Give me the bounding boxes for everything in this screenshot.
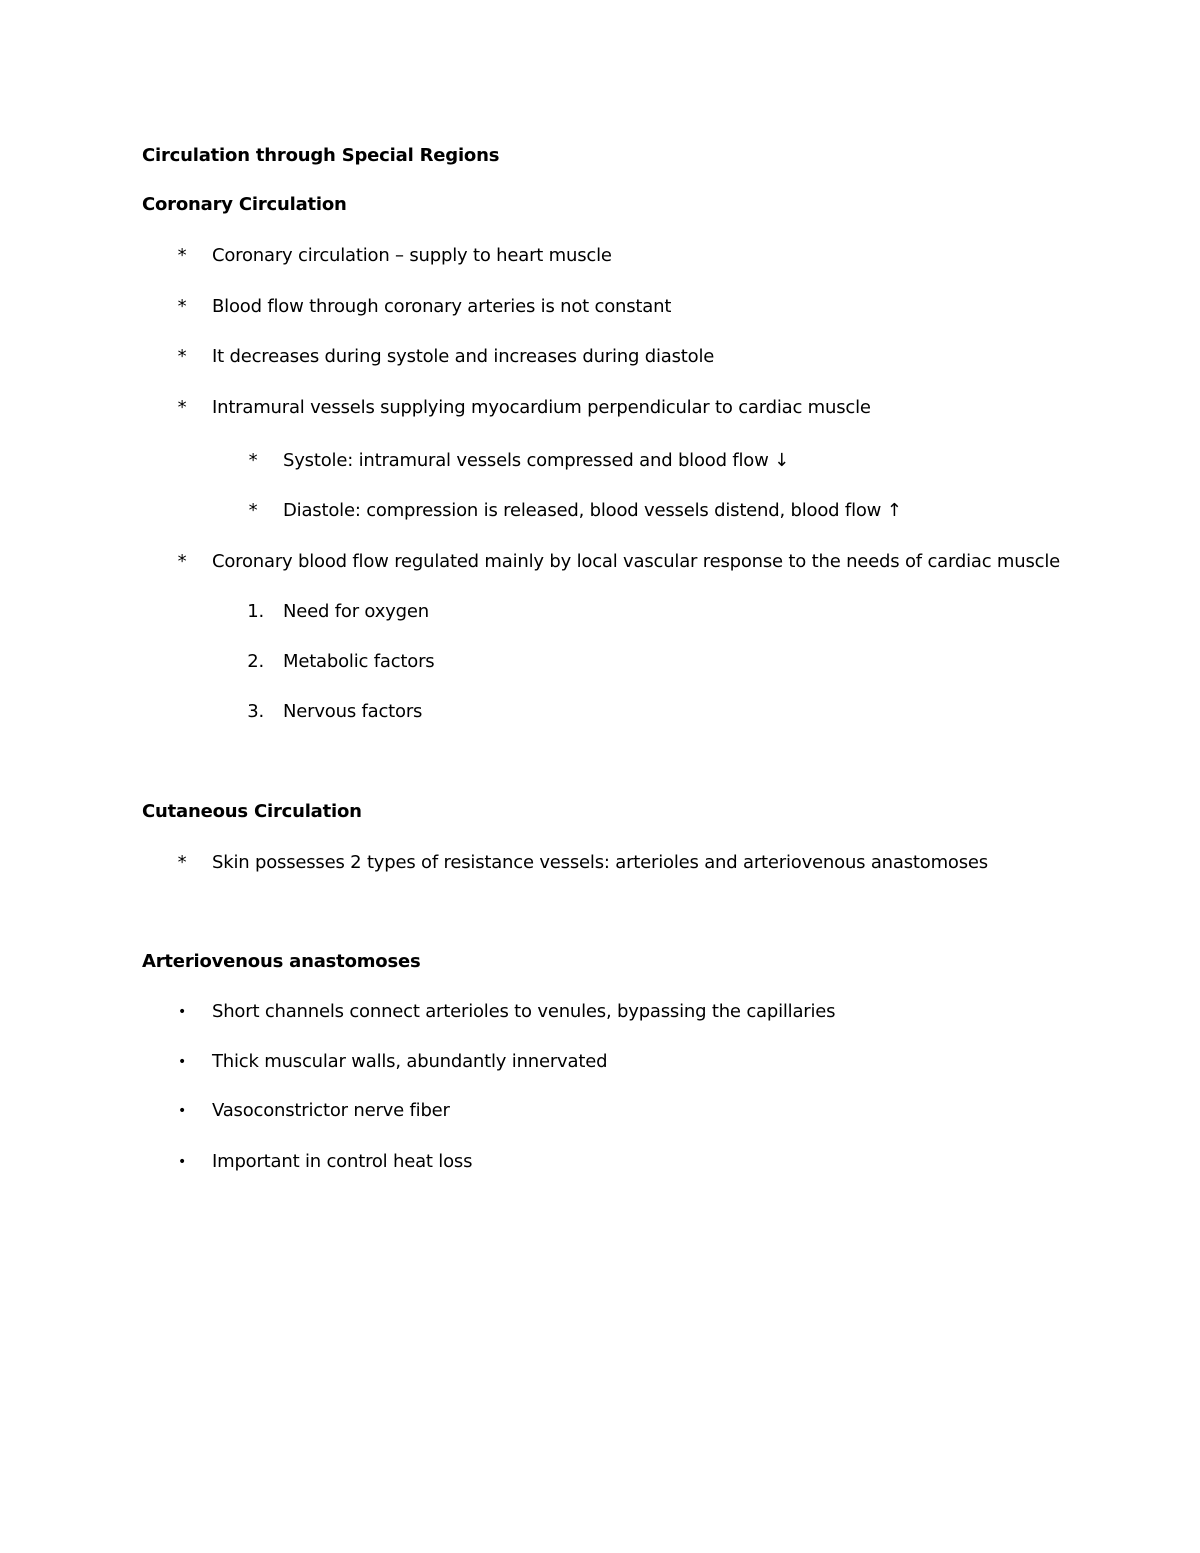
numbered-item-text: Metabolic factors xyxy=(283,651,435,672)
asterisk-bullet-icon: * xyxy=(177,245,187,266)
dot-bullet-icon: • xyxy=(177,1054,187,1070)
asterisk-bullet-icon: * xyxy=(248,500,258,521)
list-item-text: Blood flow through coronary arteries is not constant xyxy=(212,296,672,317)
dot-bullet-icon: • xyxy=(177,1103,187,1119)
item-number: 2. xyxy=(247,651,264,672)
list-item-text: Coronary circulation – supply to heart muscle xyxy=(212,245,612,266)
asterisk-bullet-icon: * xyxy=(177,852,187,873)
list-item-text: Important in control heat loss xyxy=(212,1151,473,1172)
asterisk-bullet-icon: * xyxy=(177,397,187,418)
section-heading-anastomoses: Arteriovenous anastomoses xyxy=(142,951,421,972)
sub-list-item-text: Systole: intramural vessels compressed and blood flow ↓ xyxy=(283,450,790,471)
list-item-text: Coronary blood flow regulated mainly by local vascular response to the needs of cardiac muscle xyxy=(212,551,1061,572)
list-item-text: Intramural vessels supplying myocardium perpendicular to cardiac muscle xyxy=(212,397,871,418)
asterisk-bullet-icon: * xyxy=(177,551,187,572)
sub-list-item-text: Diastole: compression is released, blood vessels distend, blood flow ↑ xyxy=(283,500,902,521)
section-heading-cutaneous: Cutaneous Circulation xyxy=(142,801,362,822)
list-item-text: Short channels connect arterioles to venules, bypassing the capillaries xyxy=(212,1001,836,1022)
dot-bullet-icon: • xyxy=(177,1154,187,1170)
list-item-text: Skin possesses 2 types of resistance vessels: arterioles and arteriovenous anastomoses xyxy=(212,852,988,873)
list-item-text: Vasoconstrictor nerve fiber xyxy=(212,1100,450,1121)
page-title: Circulation through Special Regions xyxy=(142,145,500,166)
dot-bullet-icon: • xyxy=(177,1004,187,1020)
asterisk-bullet-icon: * xyxy=(177,346,187,367)
asterisk-bullet-icon: * xyxy=(177,296,187,317)
item-number: 1. xyxy=(247,601,264,622)
numbered-item-text: Need for oxygen xyxy=(283,601,429,622)
item-number: 3. xyxy=(247,701,264,722)
numbered-item-text: Nervous factors xyxy=(283,701,423,722)
list-item-text: Thick muscular walls, abundantly innervated xyxy=(212,1051,608,1072)
list-item-text: It decreases during systole and increases during diastole xyxy=(212,346,715,367)
section-heading-coronary: Coronary Circulation xyxy=(142,194,347,215)
asterisk-bullet-icon: * xyxy=(248,450,258,471)
